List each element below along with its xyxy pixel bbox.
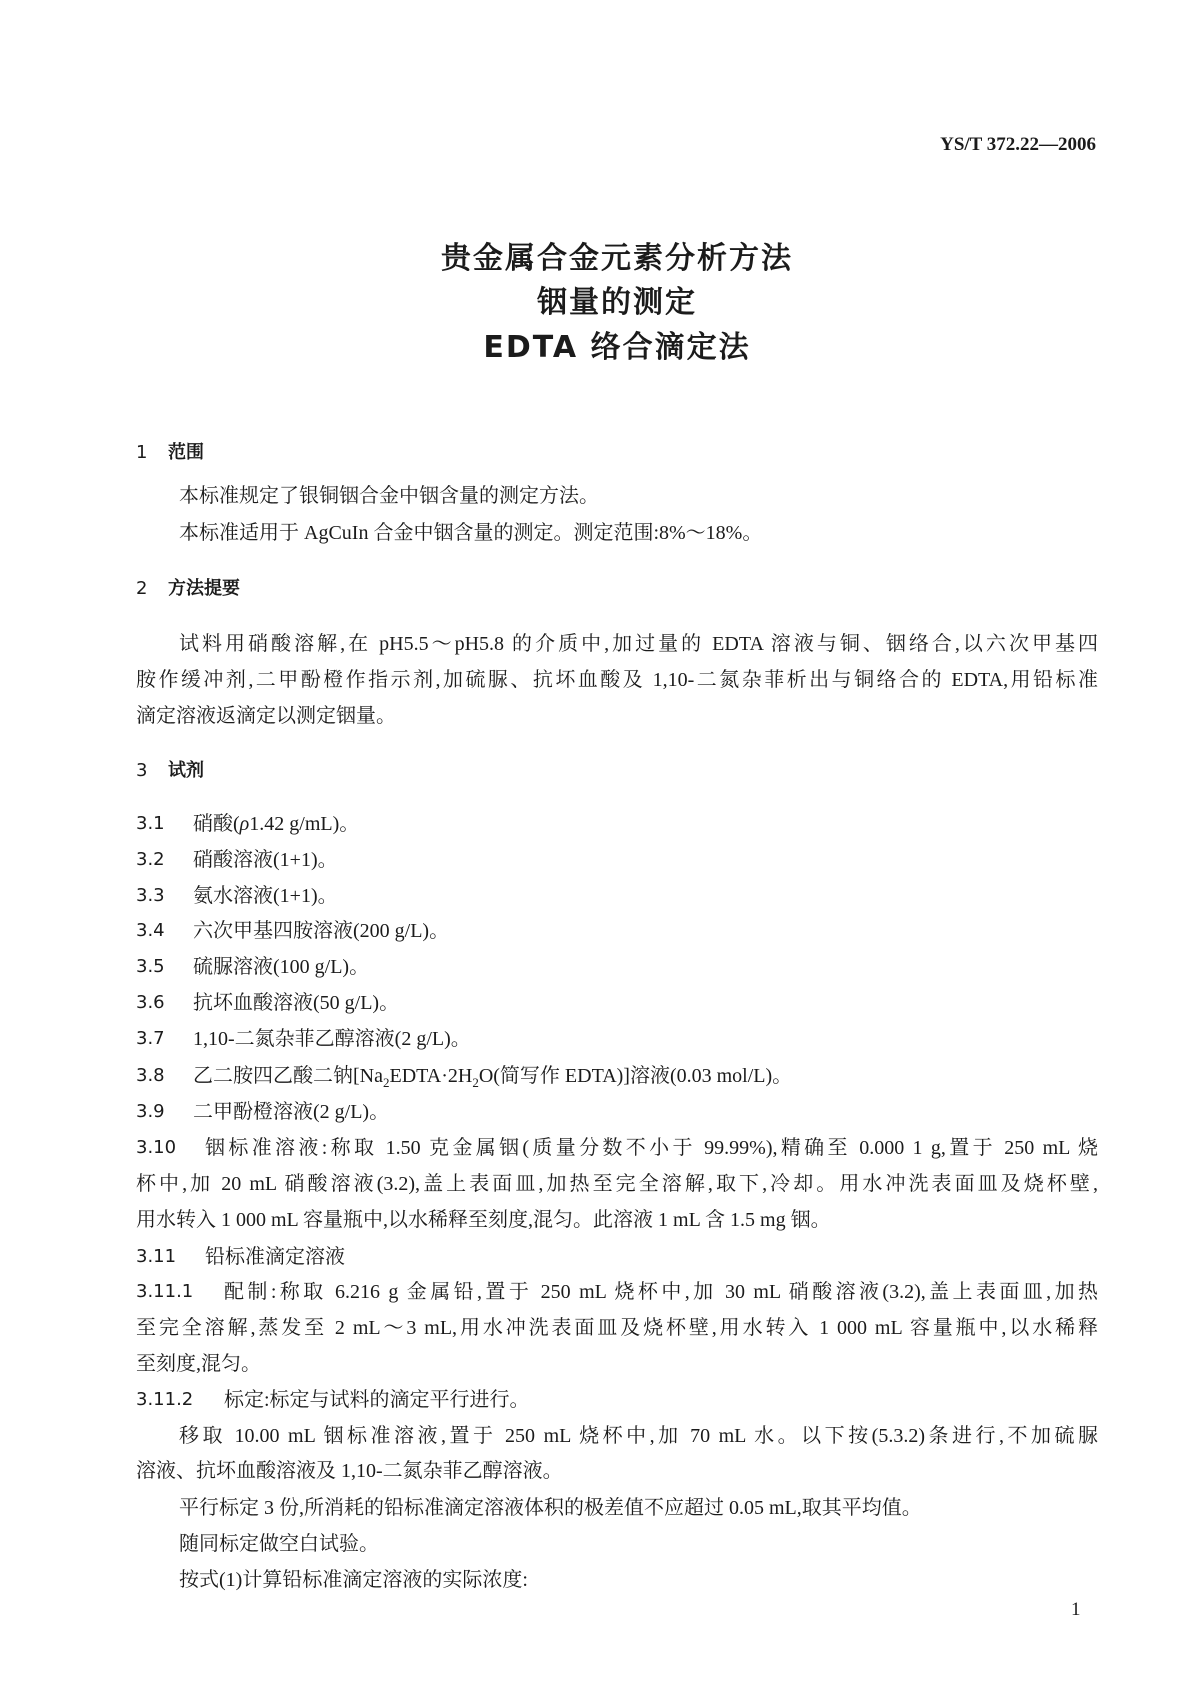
item-text-part: 1.42 g/mL)。 (249, 813, 360, 835)
item-text: 抗坏血酸溶液(50 g/L)。 (193, 992, 400, 1014)
item-text: 1,10-二氮杂菲乙醇溶液(2 g/L)。 (193, 1028, 471, 1050)
item-text-part: 硝酸( (193, 813, 240, 835)
section-2-line: 滴定溶液返滴定以测定铟量。 (136, 705, 396, 727)
item-text: 二甲酚橙溶液(2 g/L)。 (193, 1101, 390, 1123)
section-2-number: 2 (136, 578, 148, 599)
item-text-line: 至刻度,混匀。 (136, 1353, 261, 1375)
item-text: 标定:标定与试料的滴定平行进行。 (224, 1389, 530, 1411)
section-2-line: 胺作缓冲剂,二甲酚橙作指示剂,加硫脲、抗坏血酸及 1,10-二氮杂菲析出与铜络合的 EDTA,用铅标准 (136, 669, 1098, 691)
item-text-line: 用水转入 1 000 mL 容量瓶中,以水稀释至刻度,混匀。此溶液 1 mL 含 1.5 mg 铟。 (136, 1209, 831, 1231)
item-number: 3.1 (136, 813, 165, 834)
subscript: 2 (472, 1075, 479, 1090)
item-text: 硫脲溶液(100 g/L)。 (193, 956, 370, 978)
item-number: 3.9 (136, 1101, 165, 1122)
item-text-line: 铟标准溶液:称取 1.50 克金属铟(质量分数不小于 99.99%),精确至 0.000 1 g,置于 250 mL 烧 (205, 1137, 1098, 1159)
item-text: 氨水溶液(1+1)。 (193, 885, 338, 907)
page-number: 1 (1071, 1599, 1081, 1620)
subscript: 2 (382, 1075, 390, 1090)
section-1-paragraph: 本标准适用于 AgCuIn 合金中铟含量的测定。测定范围:8%～18%。 (179, 522, 763, 544)
title-line-2: 铟量的测定 (537, 285, 697, 320)
paragraph: 随同标定做空白试验。 (179, 1533, 379, 1555)
item-number: 3.7 (136, 1028, 165, 1049)
item-text (193, 1064, 792, 1090)
item-number: 3.8 (136, 1065, 165, 1086)
item-text-line: 杯中,加 20 mL 硝酸溶液(3.2),盖上表面皿,加热至完全溶解,取下,冷却。用水冲洗表面皿及烧杯壁, (136, 1173, 1098, 1195)
section-2-line: 试料用硝酸溶解,在 pH5.5～pH5.8 的介质中,加过量的 EDTA 溶液与铜、铟络合,以六次甲基四 (179, 633, 1098, 655)
paragraph-line: 溶液、抗坏血酸溶液及 1,10-二氮杂菲乙醇溶液。 (136, 1460, 563, 1482)
paragraph: 平行标定 3 份,所消耗的铅标准滴定溶液体积的极差值不应超过 0.05 mL,取其平均值。 (179, 1497, 922, 1519)
item-text-part: 乙二胺四乙酸二钠[Na (193, 1065, 383, 1087)
item-text: 铅标准滴定溶液 (205, 1246, 345, 1268)
item-number: 3.11.1 (136, 1281, 194, 1302)
paragraph: 按式(1)计算铅标准滴定溶液的实际浓度: (179, 1569, 528, 1591)
item-number: 3.3 (136, 885, 165, 906)
section-1-title: 范围 (168, 442, 204, 463)
title-line-1: 贵金属合金元素分析方法 (441, 241, 793, 276)
item-text-part: O(简写作 EDTA)]溶液(0.03 mol/L)。 (478, 1065, 793, 1087)
item-text: 硝酸溶液(1+1)。 (193, 849, 338, 871)
item-text-line: 配制:称取 6.216 g 金属铅,置于 250 mL 烧杯中,加 30 mL 硝酸溶液(3.2),盖上表面皿,加热 (224, 1281, 1098, 1303)
item-text: 六次甲基四胺溶液(200 g/L)。 (193, 920, 450, 942)
item-number: 3.10 (136, 1137, 177, 1158)
item-text-line: 至完全溶解,蒸发至 2 mL～3 mL,用水冲洗表面皿及烧杯壁,用水转入 1 000 mL 容量瓶中,以水稀释 (136, 1317, 1098, 1339)
item-number: 3.11 (136, 1246, 177, 1267)
section-3-title: 试剂 (168, 760, 204, 781)
item-text-part: EDTA·2H (389, 1065, 473, 1087)
item-number: 3.11.2 (136, 1389, 194, 1410)
item-text (193, 812, 359, 836)
section-1-paragraph: 本标准规定了银铜铟合金中铟含量的测定方法。 (179, 485, 599, 507)
title-line-3: EDTA 络合滴定法 (483, 330, 751, 365)
density-symbol: ρ (239, 813, 250, 835)
item-number: 3.2 (136, 849, 165, 870)
section-2-title: 方法提要 (168, 578, 240, 599)
section-1-number: 1 (136, 442, 148, 463)
paragraph-line: 移取 10.00 mL 铟标准溶液,置于 250 mL 烧杯中,加 70 mL 水。以下按(5.3.2)条进行,不加硫脲 (179, 1425, 1098, 1447)
section-3-number: 3 (136, 760, 148, 781)
item-number: 3.6 (136, 992, 165, 1013)
item-number: 3.5 (136, 956, 165, 977)
standard-code: YS/T 372.22—2006 (940, 134, 1096, 155)
item-number: 3.4 (136, 920, 165, 941)
